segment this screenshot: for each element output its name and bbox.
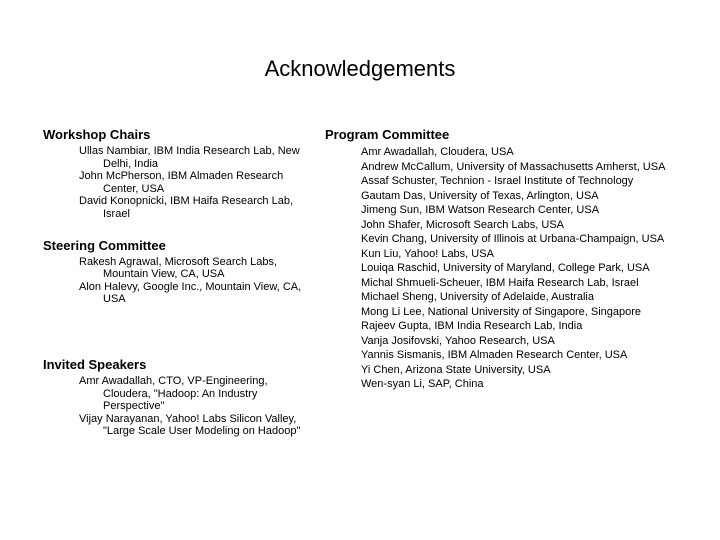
program-committee-section (325, 127, 705, 392)
list-item: Jimeng Sun, IBM Watson Research Center, USA (361, 204, 600, 216)
list-item: Rakesh Agrawal, Microsoft Search Labs, Mountain View, CA, USA (79, 255, 278, 281)
list-item: Vijay Narayanan, Yahoo! Labs Silicon Valley, "Large Scale User Modeling on Hadoop" (79, 412, 301, 438)
invited-speakers-section (43, 357, 305, 438)
right-column (325, 127, 705, 392)
list-item: Andrew McCallum, University of Massachusetts Amherst, USA (361, 160, 666, 173)
workshop-chairs-heading: Workshop Chairs (43, 127, 151, 142)
list-item: Kevin Chang, University of Illinois at Urbana-Champaign, USA (361, 233, 665, 245)
list-item: Michael Sheng, University of Adelaide, Australia (361, 291, 594, 303)
steering-committee-list (43, 256, 305, 306)
list-item: Louiqa Raschid, University of Maryland, College Park, USA (361, 262, 650, 274)
list-item: Amr Awadallah, CTO, VP-Engineering, Cloudera, "Hadoop: An Industry Perspective" (79, 374, 268, 413)
list-item: David Konopnicki, IBM Haifa Research Lab, Israel (79, 195, 293, 220)
list-item: Vanja Josifovski, Yahoo Research, USA (361, 334, 555, 347)
program-committee-heading: Program Committee (325, 127, 450, 142)
list-item: Rajeev Gupta, IBM India Research Lab, India (361, 320, 583, 332)
program-committee-list (325, 145, 705, 392)
list-item: Assaf Schuster, Technion - Israel Institute of Technology (361, 175, 634, 187)
list-item: Michal Shmueli-Scheuer, IBM Haifa Research Lab, Israel (361, 276, 639, 289)
page-title: Acknowledgements (264, 56, 456, 81)
invited-speakers-heading: Invited Speakers (43, 356, 147, 372)
list-item: Wen-syan Li, SAP, China (361, 378, 484, 390)
list-item: Kun Liu, Yahoo! Labs, USA (361, 247, 494, 260)
list-item: John Shafer, Microsoft Search Labs, USA (361, 218, 564, 231)
list-item: Alon Halevy, Google Inc., Mountain View, CA, USA (79, 280, 302, 306)
list-item: Yannis Sismanis, IBM Almaden Research Center, USA (361, 349, 628, 361)
list-item: Yi Chen, Arizona State University, USA (361, 363, 551, 376)
steering-committee-section (43, 238, 305, 306)
list-item: Mong Li Lee, National University of Singapore, Singapore (361, 305, 642, 318)
list-item: John McPherson, IBM Almaden Research Center, USA (79, 170, 284, 195)
list-item: Gautam Das, University of Texas, Arlington, USA (361, 189, 599, 202)
list-item: Amr Awadallah, Cloudera, USA (361, 146, 514, 158)
invited-speakers-list (43, 375, 305, 438)
steering-committee-heading: Steering Committee (43, 237, 166, 253)
workshop-chairs-section (43, 127, 305, 221)
workshop-chairs-list (43, 145, 305, 221)
list-item: Ullas Nambiar, IBM India Research Lab, New Delhi, India (79, 145, 300, 170)
left-column (43, 127, 305, 438)
